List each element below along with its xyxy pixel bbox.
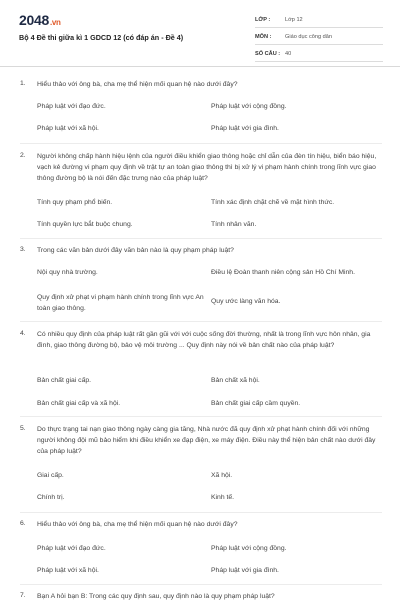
answer-option[interactable]: Quy ước làng văn hóa. — [211, 298, 281, 305]
answer-option[interactable]: Pháp luật với đạo đức. — [37, 103, 106, 110]
question-number: 3. — [20, 246, 26, 253]
question-number: 6. — [20, 520, 26, 527]
question-divider — [20, 321, 382, 322]
answer-option[interactable]: Điều lệ Đoàn thanh niên cộng sản Hồ Chí Minh. — [211, 269, 355, 276]
answer-option[interactable]: Chính trị. — [37, 494, 65, 501]
answer-option[interactable]: Bản chất giai cấp và xã hội. — [37, 400, 121, 407]
question-number: 1. — [20, 80, 26, 87]
question-divider — [20, 143, 382, 144]
question-divider — [20, 416, 382, 417]
question-text: Do thực trạng tai nạn giao thông ngày càng gia tăng, Nhà nước đã quy định xử phạt hành chính đối với những người không đội mũ bảo hiểm khi điều khiển xe đạp điện, xe máy điện. Điều này thể hiện bản chất nào dưới đây của pháp luật? — [37, 426, 376, 455]
answer-option[interactable]: Tính nhân văn. — [211, 221, 257, 228]
document-title: Bộ 4 Đề thi giữa kì 1 GDCD 12 (có đáp án - Đề 4) — [19, 33, 184, 42]
answer-option[interactable]: Pháp luật với xã hội. — [37, 567, 99, 574]
question-number: 2. — [20, 152, 26, 159]
question-divider — [20, 238, 382, 239]
question-text: Hiểu thảo với ông bà, cha mẹ thể hiện mối quan hệ nào dưới đây? — [37, 81, 238, 88]
answer-option[interactable]: Tính xác định chặt chẽ về mặt hình thức. — [211, 199, 335, 206]
meta-key: LỚP : — [255, 17, 271, 23]
question-divider — [20, 584, 382, 585]
answer-option[interactable]: Nội quy nhà trường. — [37, 269, 98, 276]
meta-value: Giáo dục công dân — [285, 34, 332, 40]
meta-key: SỐ CÂU : — [255, 51, 281, 57]
question-text: Có nhiều quy định của pháp luật rất gần gũi với với cuộc sống đời thường, nhất là trong lĩnh vực hôn nhân, gia đình, giao thông đường bộ, bảo vệ môi trường ... Quy định này nói về bản chất nào của pháp luật? — [37, 331, 371, 349]
question-number: 4. — [20, 330, 26, 337]
logo-suffix: .vn — [49, 18, 61, 27]
answer-option[interactable]: Tính quyền lực bắt buộc chung. — [37, 221, 133, 228]
answer-option[interactable]: Bản chất giai cấp. — [37, 377, 92, 384]
answer-option[interactable]: Giai cấp. — [37, 472, 64, 479]
answer-option[interactable]: Bản chất xã hội. — [211, 377, 260, 384]
question-text: Trong các văn bản dưới đây văn bản nào là quy phạm pháp luật? — [37, 247, 234, 254]
question-divider — [20, 512, 382, 513]
question-text: Hiểu thảo với ông bà, cha mẹ thể hiện mối quan hệ nào dưới đây? — [37, 521, 238, 528]
answer-option[interactable]: Tính quy phạm phổ biến. — [37, 199, 113, 206]
question-text: Người không chấp hành hiệu lệnh của người điều khiển giao thông hoặc chỉ dẫn của đèn tín hiệu, biển báo hiệu, vạch kẻ đường vi phạm quy định về trật tự an toàn giao thông thì bị xử lý vi phạm hành chính trong lĩnh vực giao thông đường bộ là nói đến đặc trưng nào của pháp luật? — [37, 153, 377, 182]
answer-option[interactable]: Pháp luật với xã hội. — [37, 125, 99, 132]
answer-option[interactable]: Pháp luật với cộng đồng. — [211, 545, 287, 552]
meta-value: Lớp 12 — [285, 17, 303, 23]
answer-option[interactable]: Bản chất giai cấp cầm quyền. — [211, 400, 301, 407]
answer-option[interactable]: Pháp luật với gia đình. — [211, 125, 279, 132]
question-number: 5. — [20, 425, 26, 432]
answer-option[interactable]: Pháp luật với gia đình. — [211, 567, 279, 574]
answer-option[interactable]: Pháp luật với đạo đức. — [37, 545, 106, 552]
answer-option[interactable]: Kinh tế. — [211, 494, 235, 501]
answer-option[interactable]: Pháp luật với cộng đồng. — [211, 103, 287, 110]
meta-value: 40 — [285, 51, 292, 57]
answer-option[interactable]: Quy định xử phạt vi phạm hành chính trong lĩnh vực An toàn giao thông. — [37, 294, 204, 312]
question-number: 7. — [20, 592, 26, 599]
meta-key: MÔN : — [255, 34, 272, 40]
question-text: Bạn A hỏi bạn B: Trong các quy định sau, quy định nào là quy phạm pháp luật? — [37, 593, 275, 600]
answer-option[interactable]: Xã hội. — [211, 472, 233, 479]
logo-text: 2048 — [19, 12, 49, 28]
